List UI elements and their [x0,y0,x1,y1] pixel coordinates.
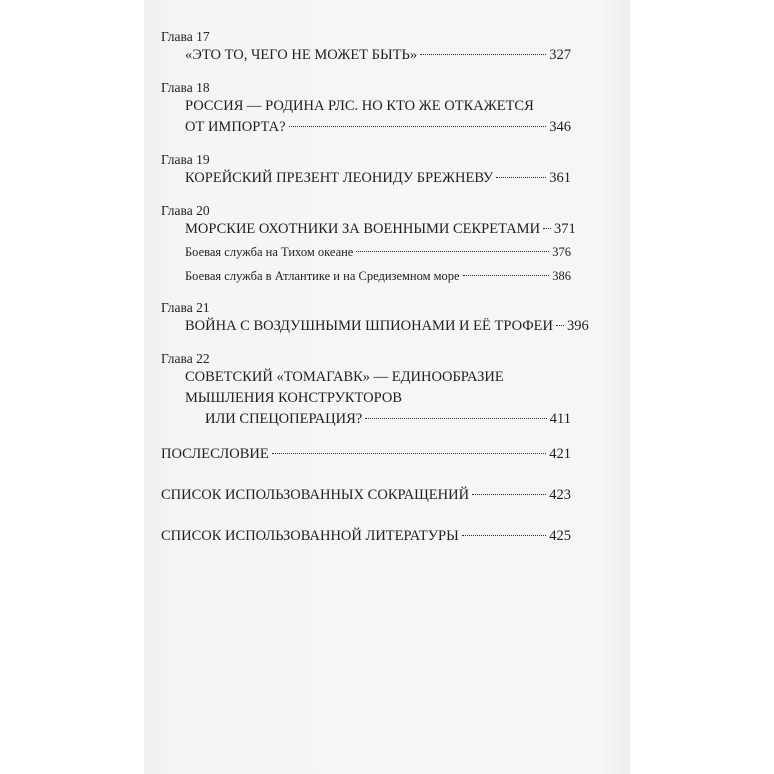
chapter-title-line: МЫШЛЕНИЯ КОНСТРУКТОРОВ [185,390,403,406]
dot-leader [556,325,564,326]
dot-leader [543,228,551,229]
subsection-list [161,240,571,286]
toc-entry [161,444,571,465]
chapter-label: Глава 18 [161,80,210,95]
chapter-18 [161,80,571,138]
chapter-20 [161,203,576,286]
chapter-label: Глава 20 [161,203,210,218]
dot-leader [472,494,546,495]
section-title: СПИСОК ИСПОЛЬЗОВАННОЙ ЛИТЕРАТУРЫ [161,528,459,544]
subsection-title: Боевая служба на Тихом океане [185,245,354,259]
chapter-label: Глава 21 [161,300,210,315]
page-number: 421 [549,446,571,462]
chapter-title-line: РОССИЯ — РОДИНА РЛС. НО КТО ЖЕ ОТКАЖЕТСЯ [185,98,534,114]
dot-leader [289,126,547,127]
toc-entry [161,316,589,337]
page-number: 327 [549,47,571,63]
chapter-title: КОРЕЙСКИЙ ПРЕЗЕНТ ЛЕОНИДУ БРЕЖНЕВУ [185,170,494,186]
chapter-22 [161,351,571,430]
page-number: 411 [549,411,571,427]
toc-subentry [161,242,571,262]
dot-leader [463,275,550,276]
toc-entry [161,409,571,430]
chapter-title: МОРСКИЕ ОХОТНИКИ ЗА ВОЕННЫМИ СЕКРЕТАМИ [185,221,541,237]
toc-entry [161,485,571,506]
toc-entry [161,219,576,240]
abbreviations-block [161,485,571,506]
page-number: 346 [549,119,571,135]
toc-subentry [161,266,571,286]
afterword-block [161,444,571,465]
chapter-title: ОТ ИМПОРТА? [185,119,286,135]
dot-leader [462,535,546,536]
dot-leader [496,177,546,178]
section-title: ПОСЛЕСЛОВИЕ [161,446,269,462]
toc-entry [161,117,571,138]
chapter-title: ИЛИ СПЕЦОПЕРАЦИЯ? [205,411,363,427]
chapter-label: Глава 19 [161,152,210,167]
chapter-label: Глава 22 [161,351,210,366]
dot-leader [272,453,547,454]
chapter-21 [161,300,589,337]
chapter-title: ВОЙНА С ВОЗДУШНЫМИ ШПИОНАМИ И ЕЁ ТРОФЕИ [185,318,554,334]
dot-leader [365,418,547,419]
page-number: 423 [549,487,571,503]
page-number: 361 [549,170,571,186]
toc-entry [161,168,571,189]
chapter-label: Глава 17 [161,29,210,44]
chapter-17 [161,29,571,66]
subsection-title: Боевая служба в Атлантике и на Средиземном море [185,269,460,283]
page-number: 386 [552,269,571,283]
chapter-19 [161,152,571,189]
section-title: СПИСОК ИСПОЛЬЗОВАННЫХ СОКРАЩЕНИЙ [161,487,470,503]
page-number: 396 [567,318,589,334]
bibliography-block [161,526,571,547]
page-number: 376 [552,245,571,259]
page-number: 425 [549,528,571,544]
toc-entry [161,526,571,547]
toc-entry [161,45,571,66]
dot-leader [420,54,546,55]
page-number: 371 [554,221,576,237]
chapter-title-line: СОВЕТСКИЙ «ТОМАГАВК» — ЕДИНООБРАЗИЕ [185,369,504,385]
chapter-title: «ЭТО ТО, ЧЕГО НЕ МОЖЕТ БЫТЬ» [185,47,418,63]
table-of-contents [161,29,589,567]
dot-leader [356,251,549,252]
